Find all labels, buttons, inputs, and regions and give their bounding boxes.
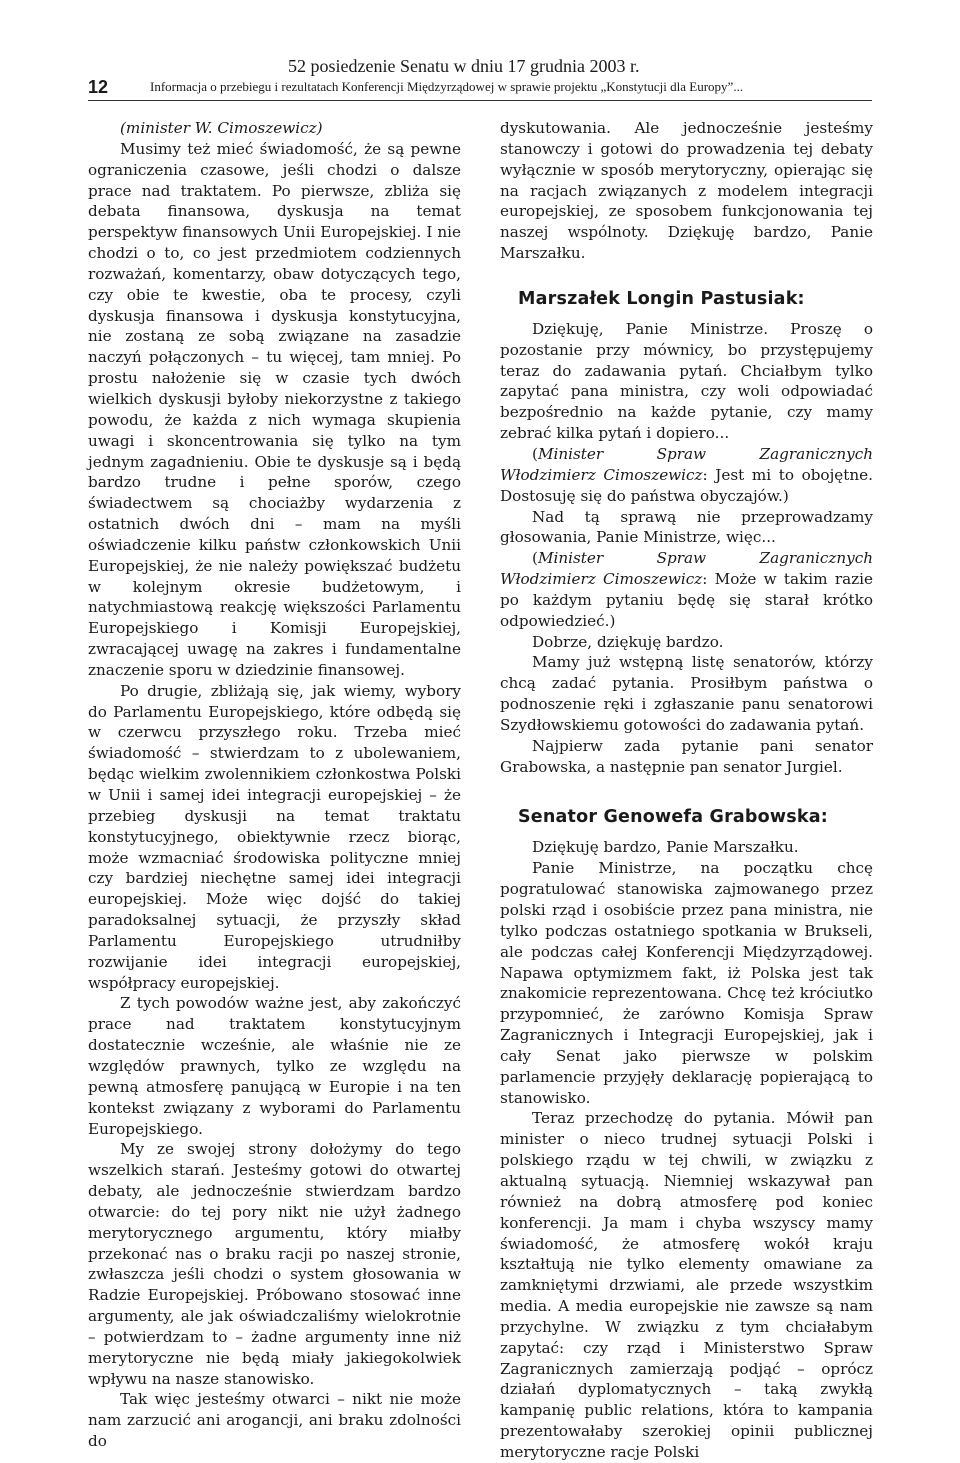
page-number: 12 <box>88 77 109 97</box>
speaker-heading: Senator Genowefa Grabowska: <box>518 807 828 828</box>
section-gap <box>500 828 873 837</box>
running-subtitle: Informacja o przebiegu i rezultatach Konferencji Międzyrządowej w sprawie projektu „Konstytucji dla Europy”... <box>150 79 744 94</box>
paragraph: Po drugie, zbliżają się, jak wiemy, wybory do Parlamentu Europejskiego, które odbędą się w czerwcu przyszłego roku. Trzeba mieć świadomość – stwierdzam to z ubolewaniem, będąc wielkim zwolennikiem członkostwa Polski w Unii i samej idei integracji europejskiej – że przebieg dyskusji na temat traktatu konstytucyjnego, obiektywnie rzecz biorąc, może wzmacniać środowiska polityczne mniej czy bardziej niechętne samej idei integracji europejskiej. Może więc dojść do takiej paradoksalnej sytuacji, że przyszły skład Parlamentu Europejskiego utrudniłby rozwijanie idei integracji europejskiej, współpracy europejskiej. <box>88 681 461 992</box>
section-gap <box>500 777 873 806</box>
paragraph-text: : Jest mi to obojętne. Dostosuję się do państwa obyczajów.) <box>500 465 873 505</box>
paragraph-text: : Może w takim razie po każdym pytaniu będę się starał krótko odpowiedzieć.) <box>500 570 873 630</box>
paragraph: Nad tą sprawą nie przeprowadzamy głosowania, Panie Ministrze, więc... <box>500 507 873 547</box>
paragraph: Tak więc jesteśmy otwarci – nikt nie może nam zarzucić ani arogancji, ani braku zdolności do <box>88 1390 461 1451</box>
paragraph: Dziękuję bardzo, Panie Marszałku. <box>532 838 799 857</box>
paragraph: Panie Ministrze, na początku chcę pogratulować stanowiska zajmowanego przez polski rząd i osobiście przez pana ministra, nie tylko podczas ostatniego spotkania w Brukseli, ale podczas całej Konferencji Międzyrządowej. Napawa optymizmem fakt, iż Polska jest tak znakomicie reprezentowana. Chcę też króciutko przypomnieć, że zarówno Komisja Spraw Zagranicznych i Integracji Europejskiej, jak i cały Senat jako pierwsze w polskim parlamencie przyjęły deklarację popierającą to stanowisko. <box>500 859 873 1107</box>
paragraph: Z tych powodów ważne jest, aby zakończyć prace nad traktatem konstytucyjnym dostatecznie wcześnie, ale właśnie nie ze względów prawnych, tylko ze względu na pewną atmosferę panującą w Europie i na ten kontekst związany z wyborami do Parlamentu Europejskiego. <box>88 994 461 1138</box>
speaker-tag: (minister W. Cimoszewicz) <box>120 119 323 137</box>
paragraph: Dziękuję, Panie Ministrze. Proszę o pozostanie przy mównicy, bo przystępujemy teraz do zadawania pytań. Chciałbym tylko zapytać pana ministra, czy woli odpowiadać bezpośrednio na każde pytanie, czy mamy zebrać kilka pytań i dopiero... <box>500 319 873 443</box>
speaker-name: Minister Spraw Zagranicznych Włodzimierz Cimoszewicz <box>500 444 873 484</box>
paragraph: Teraz przechodzę do pytania. Mówił pan minister o nieco trudnej sytuacji Polski i polskiego rządu w tej chwili, w związku z aktualną sytuacją. Niemniej wskazywał pan również na dobrą atmosferę pod koniec konferencji. Ja mam i chyba wszyscy mamy świadomość, że atmosferę wokół kraju kształtują nie tylko elementy omawiane za zamkniętymi drzwiami, ale przede wszystkim media. A media europejskie nie zawsze są nam przychylne. W związku z tym chciałabym zapytać: czy rząd i Ministerstwo Spraw Zagranicznych zamierzają podjąć – oprócz działań dyplomatycznych – taką zwykłą kampanię public relations, która to kampania prezentowałaby szerokiej opinii publicznej merytoryczne racje Polski <box>500 1109 873 1461</box>
paragraph: Najpierw zada pytanie pani senator Grabowska, a następnie pan senator Jurgiel. <box>500 736 873 776</box>
paragraph: Dobrze, dziękuję bardzo. <box>532 632 724 651</box>
right-column <box>500 118 873 1463</box>
paragraph: Mamy już wstępną listę senatorów, którzy chcą zadać pytania. Prosiłbym państwa o podnoszenie ręki i zgłaszanie panu senatorowi Szydłowskiemu gotowości do zadawania pytań. <box>500 653 873 734</box>
section-gap <box>500 264 873 288</box>
section-gap <box>500 310 873 319</box>
session-title: 52 posiedzenie Senatu w dniu 17 grudnia 2003 r. <box>288 56 640 76</box>
paragraph: My ze swojej strony dołożymy do tego wszelkich starań. Jesteśmy gotowi do otwartej debaty, ale jednocześnie stwierdzam bardzo otwarcie: do tej pory nikt nie użył żadnego merytorycznego argumentu, który miałby przekonać nas o braku racji po naszej stronie, zwłaszcza jeśli chodzi o system głosowania w Radzie Europejskiej. Próbowano stosować inne argumenty, ale jak oświadczaliśmy wielokrotnie – potwierdzam to – żadne argumenty inne niż merytoryczne nie będą miały jakiegokolwiek wpływu na nasze stanowisko. <box>88 1140 461 1388</box>
speaker-name: Minister Spraw Zagranicznych Włodzimierz Cimoszewicz <box>500 549 873 589</box>
speaker-heading: Marszałek Longin Pastusiak: <box>518 288 805 309</box>
left-column <box>88 118 461 1452</box>
paragraph: (Minister Spraw Zagranicznych Włodzimierz Cimoszewicz: Jest mi to obojętne. Dostosuję się do państwa obyczajów.) <box>500 444 873 505</box>
header-rule <box>88 100 872 101</box>
paragraph: Musimy też mieć świadomość, że są pewne ograniczenia czasowe, jeśli chodzi o dalsze prace nad traktatem. Po pierwsze, zbliża się debata finansowa, dyskusja na temat perspektyw finansowych Unii Europejskiej. I nie chodzi o to, co jest przedmiotem codziennych rozważań, komentarzy, obaw dotyczących tego, czy obie te kwestie, oba te procesy, czyli dyskusja finansowa i dyskusja konstytucyjna, nie zostaną ze sobą związane na zasadzie naczyń połączonych – tu więcej, tam mniej. Po prostu nałożenie się w czasie tych dwóch wielkich dyskusji byłoby niekorzystne z takiego powodu, że każda z nich wymaga skupienia uwagi i skoncentrowania się tylko na tym jednym zagadnieniu. Obie te dyskusje są i będą bardzo trudne i pełne sporów, czego świadectwem są chociażby wydarzenia z ostatnich dwóch dni – mam na myśli oświadczenie kilku państw członkowskich Unii Europejskiej, że nie należy powiększać budżetu w kolejnym okresie budżetowym, i natychmiastową reakcję większości Parlamentu Europejskiego i Komisji Europejskiej, zwracającej uwagę na zakres i fundamentalne znaczenie sporu w dziedzinie finansowej. <box>88 139 461 679</box>
paragraph: (Minister Spraw Zagranicznych Włodzimierz Cimoszewicz: Może w takim razie po każdym pytaniu będę się starał krótko odpowiedzieć.) <box>500 549 873 630</box>
paragraph: dyskutowania. Ale jednocześnie jesteśmy stanowczy i gotowi do prowadzenia tej debaty wyłącznie w sposób merytoryczny, opierając się na racjach związanych z modelem integracji europejskiej, ze sposobem funkcjonowania tej naszej wspólnoty. Dziękuję bardzo, Panie Marszałku. <box>500 119 873 263</box>
